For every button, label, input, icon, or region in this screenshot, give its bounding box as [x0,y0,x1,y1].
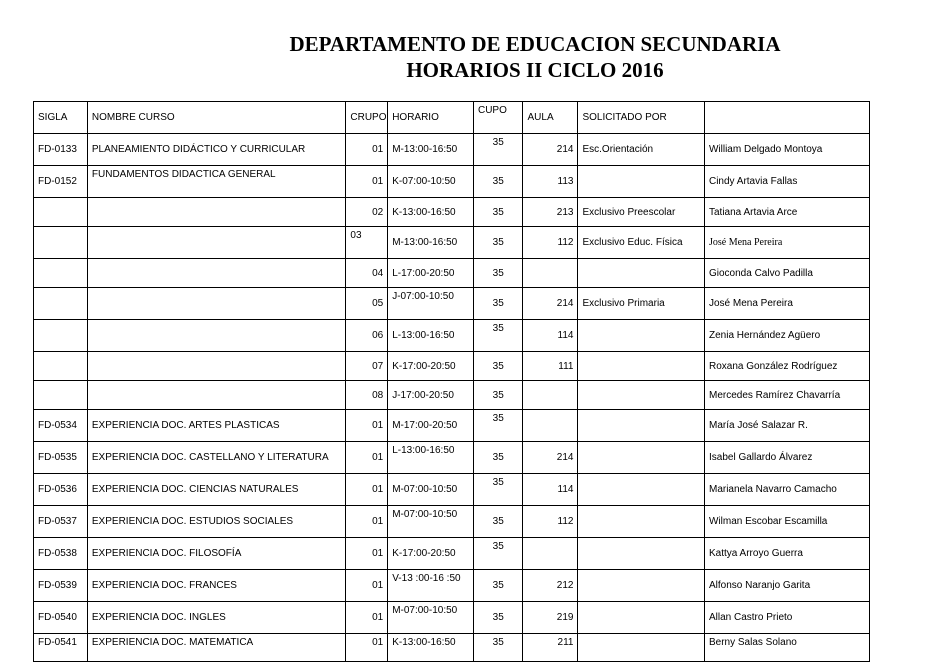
cell-grupo: 01 [346,570,388,602]
cell-sigla [34,198,88,227]
cell-cupo: 35 [473,352,523,381]
cell-aula [523,410,578,442]
cell-cupo: 35 [473,288,523,320]
cell-aula: 211 [523,634,578,662]
cell-grupo: 03 [346,227,388,259]
table-row [34,381,870,410]
cell-cupo: 35 [473,634,523,662]
table-row [34,506,870,538]
cell-solicitado [578,634,705,662]
schedule-table [33,101,870,662]
cell-nombre [87,227,346,259]
table-row [34,134,870,166]
cell-grupo: 01 [346,134,388,166]
cell-horario: M-07:00-10:50 [388,506,474,538]
cell-solicitado: Esc.Orientación [578,134,705,166]
cell-profesor: Allan Castro Prieto [704,602,869,634]
cell-grupo: 05 [346,288,388,320]
cell-grupo: 01 [346,602,388,634]
cell-cupo: 35 [473,198,523,227]
table-row [34,442,870,474]
cell-nombre [87,352,346,381]
cell-nombre: EXPERIENCIA DOC. ARTES PLASTICAS [87,410,346,442]
cell-sigla: FD-0537 [34,506,88,538]
cell-profesor: José Mena Pereira [704,288,869,320]
cell-aula: 112 [523,227,578,259]
cell-grupo: 01 [346,474,388,506]
cell-horario: J-07:00-10:50 [388,288,474,320]
cell-sigla [34,381,88,410]
cell-aula: 112 [523,506,578,538]
cell-nombre [87,288,346,320]
cell-solicitado [578,570,705,602]
cell-cupo: 35 [473,442,523,474]
cell-cupo: 35 [473,602,523,634]
cell-sigla [34,227,88,259]
cell-solicitado [578,166,705,198]
cell-nombre [87,320,346,352]
table-row [34,198,870,227]
cell-cupo: 35 [473,166,523,198]
table-row [34,259,870,288]
cell-horario: K-07:00-10:50 [388,166,474,198]
cell-horario: K-17:00-20:50 [388,538,474,570]
cell-profesor: Gioconda Calvo Padilla [704,259,869,288]
cell-horario: J-17:00-20:50 [388,381,474,410]
cell-sigla: FD-0536 [34,474,88,506]
cell-solicitado [578,442,705,474]
cell-nombre [87,198,346,227]
table-row [34,320,870,352]
cell-sigla [34,320,88,352]
cell-nombre: EXPERIENCIA DOC. ESTUDIOS SOCIALES [87,506,346,538]
cell-profesor: Isabel Gallardo Álvarez [704,442,869,474]
cell-horario: V-13 :00-16 :50 [388,570,474,602]
cell-cupo: 35 [473,227,523,259]
cell-profesor: Tatiana Artavia Arce [704,198,869,227]
cell-horario: M-13:00-16:50 [388,134,474,166]
cell-horario: M-13:00-16:50 [388,227,474,259]
cell-nombre [87,259,346,288]
table-row [34,538,870,570]
cell-nombre: EXPERIENCIA DOC. FILOSOFÍA [87,538,346,570]
header-aula: AULA [523,102,578,134]
cell-aula: 114 [523,320,578,352]
cell-aula [523,259,578,288]
header-nombre: NOMBRE CURSO [87,102,346,134]
cell-nombre: EXPERIENCIA DOC. CIENCIAS NATURALES [87,474,346,506]
cell-solicitado [578,381,705,410]
cell-cupo: 35 [473,259,523,288]
cell-solicitado: Exclusivo Educ. Física [578,227,705,259]
cell-solicitado [578,410,705,442]
cell-sigla [34,352,88,381]
cell-solicitado [578,320,705,352]
cell-sigla [34,288,88,320]
cell-grupo: 01 [346,634,388,662]
cell-aula: 214 [523,442,578,474]
cell-aula: 213 [523,198,578,227]
header-grupo: CRUPO [346,102,388,134]
cell-profesor: Zenia Hernández Agüero [704,320,869,352]
cell-horario: K-13:00-16:50 [388,198,474,227]
cell-horario: L-17:00-20:50 [388,259,474,288]
cell-sigla: FD-0540 [34,602,88,634]
cell-grupo: 01 [346,538,388,570]
cell-profesor: José Mena Pereira [704,227,869,259]
cell-profesor: Mercedes Ramírez Chavarría [704,381,869,410]
cell-solicitado [578,259,705,288]
cell-aula: 214 [523,134,578,166]
cell-aula: 111 [523,352,578,381]
cell-grupo: 01 [346,410,388,442]
cell-cupo: 35 [473,381,523,410]
cell-cupo: 35 [473,570,523,602]
cell-solicitado [578,602,705,634]
cell-grupo: 07 [346,352,388,381]
header-profesor [704,102,869,134]
cell-grupo: 01 [346,442,388,474]
cell-nombre: EXPERIENCIA DOC. FRANCES [87,570,346,602]
cell-aula [523,538,578,570]
cell-grupo: 02 [346,198,388,227]
header-sigla: SIGLA [34,102,88,134]
table-row [34,166,870,198]
cell-horario: M-07:00-10:50 [388,474,474,506]
table-row [34,634,870,662]
cell-horario: M-17:00-20:50 [388,410,474,442]
cell-profesor: María José Salazar R. [704,410,869,442]
cell-aula: 219 [523,602,578,634]
cell-profesor: Berny Salas Solano [704,634,869,662]
cell-solicitado [578,352,705,381]
cell-profesor: Alfonso Naranjo Garita [704,570,869,602]
cell-sigla: FD-0133 [34,134,88,166]
cell-aula: 113 [523,166,578,198]
cell-horario: K-13:00-16:50 [388,634,474,662]
cell-nombre: EXPERIENCIA DOC. MATEMATICA [87,634,346,662]
cell-profesor: William Delgado Montoya [704,134,869,166]
cell-nombre: PLANEAMIENTO DIDÁCTICO Y CURRICULAR [87,134,346,166]
cell-sigla: FD-0541 [34,634,88,662]
table-row [34,288,870,320]
cell-grupo: 06 [346,320,388,352]
cell-sigla: FD-0534 [34,410,88,442]
table-row [34,570,870,602]
cell-nombre: EXPERIENCIA DOC. INGLES [87,602,346,634]
cell-horario: K-17:00-20:50 [388,352,474,381]
cell-aula: 212 [523,570,578,602]
cell-aula [523,381,578,410]
cell-cupo: 35 [473,320,523,352]
cell-cupo: 35 [473,134,523,166]
cell-sigla [34,259,88,288]
cell-nombre [87,381,346,410]
cell-solicitado: Exclusivo Preescolar [578,198,705,227]
table-row [34,474,870,506]
cell-solicitado [578,538,705,570]
cell-sigla: FD-0538 [34,538,88,570]
cell-solicitado [578,474,705,506]
cell-cupo: 35 [473,538,523,570]
cell-sigla: FD-0152 [34,166,88,198]
cell-cupo: 35 [473,474,523,506]
cell-profesor: Marianela Navarro Camacho [704,474,869,506]
cell-profesor: Wilman Escobar Escamilla [704,506,869,538]
cell-cupo: 35 [473,506,523,538]
cell-horario: M-07:00-10:50 [388,602,474,634]
table-row [34,410,870,442]
cell-horario: L-13:00-16:50 [388,320,474,352]
cell-nombre: EXPERIENCIA DOC. CASTELLANO Y LITERATURA [87,442,346,474]
cell-solicitado [578,506,705,538]
cell-profesor: Kattya Arroyo Guerra [704,538,869,570]
cell-sigla: FD-0539 [34,570,88,602]
cell-horario: L-13:00-16:50 [388,442,474,474]
cell-grupo: 04 [346,259,388,288]
table-row [34,227,870,259]
cell-aula: 114 [523,474,578,506]
document-title: DEPARTAMENTO DE EDUCACION SECUNDARIA [289,32,781,56]
cell-sigla: FD-0535 [34,442,88,474]
table-row [34,602,870,634]
cell-profesor: Cindy Artavia Fallas [704,166,869,198]
header-horario: HORARIO [388,102,474,134]
cell-cupo: 35 [473,410,523,442]
header-cupo: CUPO [473,102,523,134]
cell-solicitado: Exclusivo Primaria [578,288,705,320]
document-subtitle: HORARIOS II CICLO 2016 [406,58,664,82]
table-row [34,352,870,381]
cell-profesor: Roxana González Rodríguez [704,352,869,381]
header-solicitado: SOLICITADO POR [578,102,705,134]
header-row [34,102,870,134]
cell-nombre: FUNDAMENTOS DIDACTICA GENERAL [87,166,346,198]
cell-aula: 214 [523,288,578,320]
cell-grupo: 01 [346,166,388,198]
cell-grupo: 01 [346,506,388,538]
cell-grupo: 08 [346,381,388,410]
